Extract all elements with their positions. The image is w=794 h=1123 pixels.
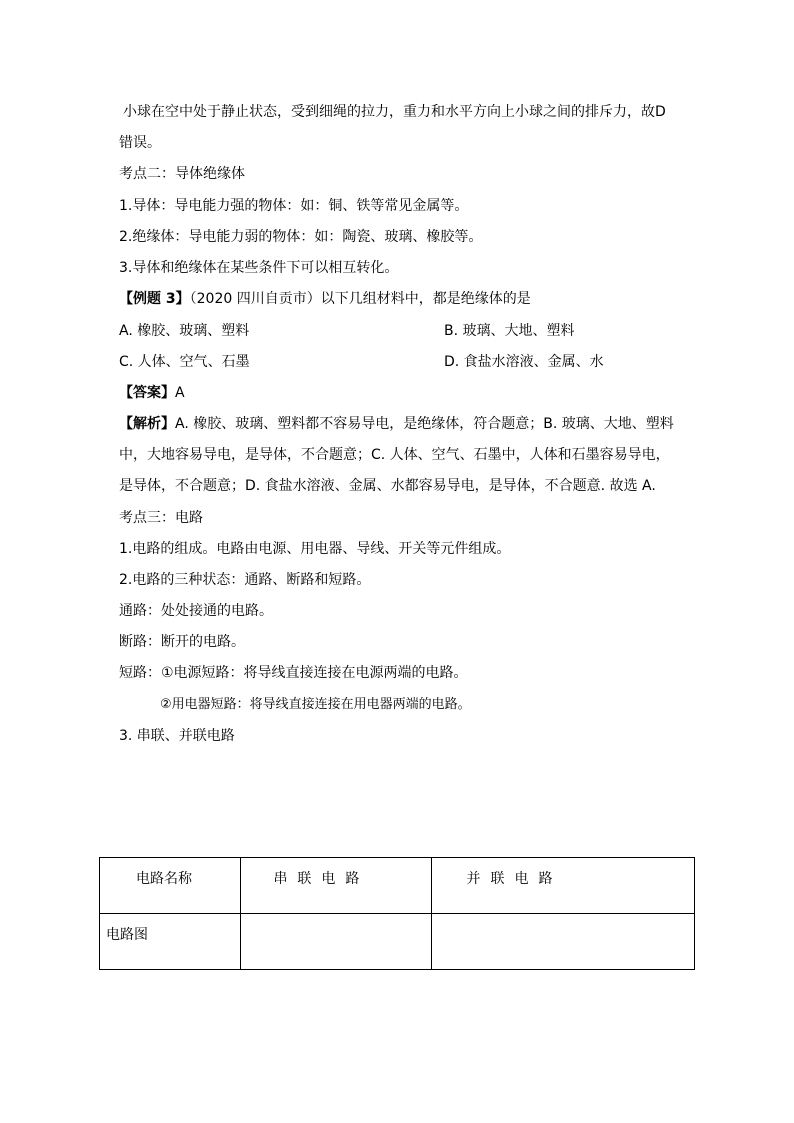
option-d: D. 食盐水溶液、金属、水 bbox=[444, 354, 604, 370]
table-header-cell-parallel: 并联电路 bbox=[432, 858, 695, 914]
paragraph-continued: 小球在空中处于静止状态，受到细绳的拉力，重力和水平方向上小球之间的排斥力，故D bbox=[123, 104, 666, 120]
section-heading-kaodian2: 考点二：导体绝缘体 bbox=[119, 166, 245, 182]
answer-line bbox=[119, 384, 185, 402]
list-item-conductor: 1.导体：导电能力强的物体：如：铜、铁等常见金属等。 bbox=[119, 198, 469, 214]
list-item-circuit-states: 2.电路的三种状态：通路、断路和短路。 bbox=[119, 572, 371, 588]
analysis-line-3: 是导体，不合题意；D. 食盐水溶液、金属、水都容易导电，是导体，不合题意. 故选 A. bbox=[119, 478, 656, 494]
answer-value: A bbox=[175, 385, 185, 401]
section-heading-kaodian3: 考点三：电路 bbox=[119, 510, 203, 526]
example3-question-text: （2020 四川自贡市）以下几组材料中，都是绝缘体的是 bbox=[189, 291, 531, 307]
example3-tag: 【例题 3】 bbox=[119, 291, 190, 307]
paragraph-continued-end: 错误。 bbox=[119, 135, 161, 151]
analysis-text-1: A. 橡胶、玻璃、塑料都不容易导电，是绝缘体，符合题意；B. 玻璃、大地、塑料 bbox=[175, 416, 674, 432]
list-item-insulator: 2.绝缘体：导电能力弱的物体：如：陶瓷、玻璃、橡胶等。 bbox=[119, 229, 483, 245]
table-header-cell-name: 电路名称 bbox=[100, 858, 241, 914]
option-b: B. 玻璃、大地、塑料 bbox=[444, 323, 575, 339]
table-header-cell-series: 串联电路 bbox=[241, 858, 432, 914]
list-item-closed-circuit: 通路：处处接通的电路。 bbox=[119, 603, 273, 619]
list-item-short-circuit-appliance: ②用电器短路：将导线直接连接在用电器两端的电路。 bbox=[160, 697, 471, 712]
example3-question bbox=[119, 290, 531, 308]
list-item-circuit-composition: 1.电路的组成。电路由电源、用电器、导线、开关等元件组成。 bbox=[119, 541, 511, 557]
table-cell-parallel-diagram bbox=[432, 914, 695, 970]
analysis-tag: 【解析】 bbox=[119, 416, 175, 432]
analysis-line-1 bbox=[119, 415, 674, 433]
table-row bbox=[100, 914, 695, 970]
circuit-table bbox=[99, 857, 695, 970]
analysis-line-2: 中，大地容易导电，是导体，不合题意；C. 人体、空气、石墨中，人体和石墨容易导电， bbox=[119, 447, 670, 463]
list-item-short-circuit-source: 短路：①电源短路：将导线直接连接在电源两端的电路。 bbox=[119, 665, 468, 681]
table-row-label: 电路图 bbox=[100, 914, 241, 970]
table-cell-series-diagram bbox=[241, 914, 432, 970]
answer-tag: 【答案】 bbox=[119, 385, 175, 401]
option-a: A. 橡胶、玻璃、塑料 bbox=[119, 323, 250, 339]
list-item-open-circuit: 断路：断开的电路。 bbox=[119, 634, 245, 650]
list-item-conversion: 3.导体和绝缘体在某些条件下可以相互转化。 bbox=[119, 260, 399, 276]
section-heading-series-parallel: 3. 串联、并联电路 bbox=[119, 728, 235, 744]
option-c: C. 人体、空气、石墨 bbox=[119, 354, 250, 370]
table-header-row bbox=[100, 858, 695, 914]
